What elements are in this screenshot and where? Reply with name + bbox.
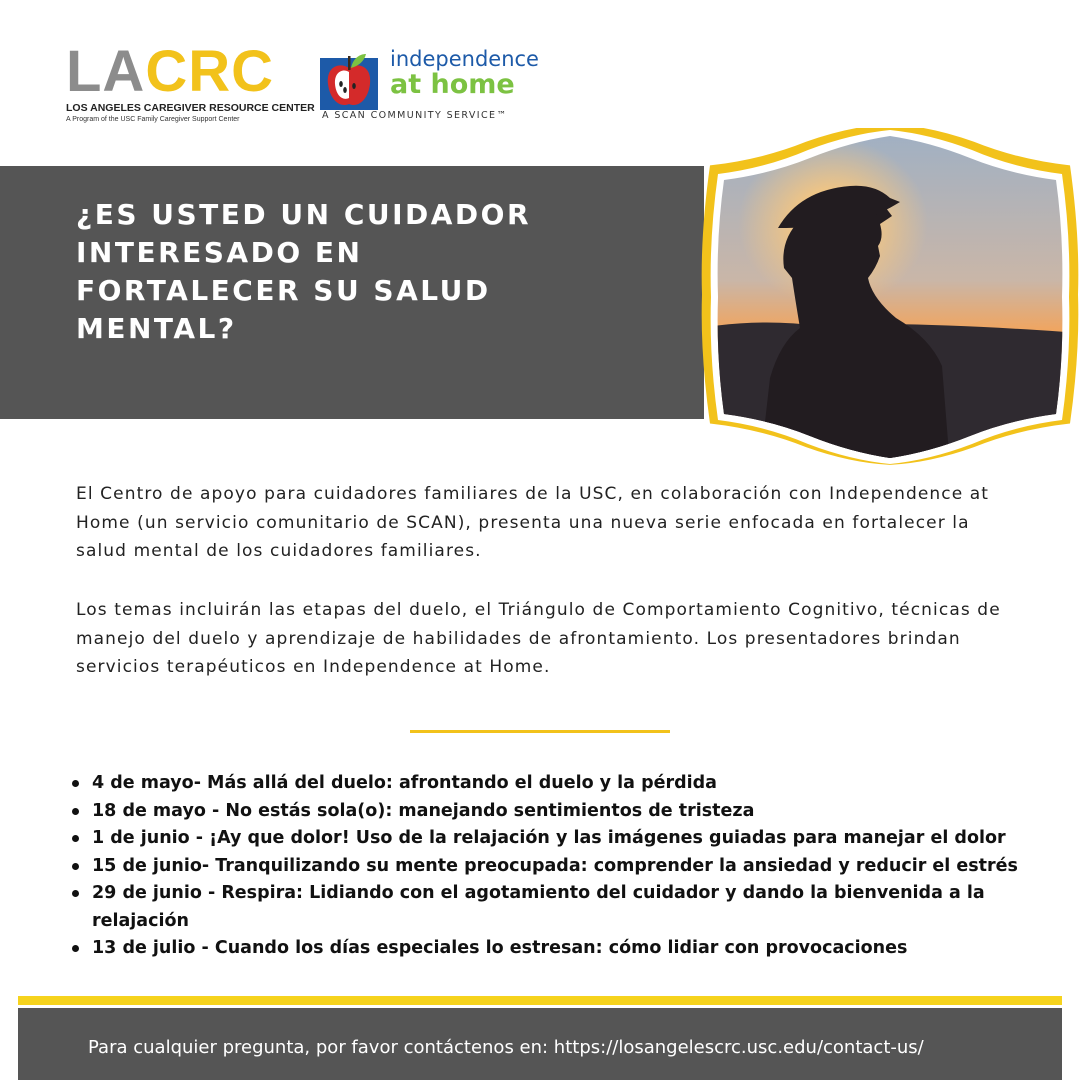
headline: ¿ES USTED UN CUIDADOR INTERESADO EN FORTALECER SU SALUD MENTAL? <box>76 198 532 345</box>
intro-paragraph: El Centro de apoyo para cuidadores familiares de la USC, en colaboración con Independence at Home (un servicio comunitario de SCAN), presenta una nueva serie enfocada en fortalecer la salud mental de los cuidadores familiares. <box>76 484 990 561</box>
silhouette-photo <box>700 128 1080 466</box>
footer-accent-rule <box>18 996 1062 1005</box>
list-item: 4 de mayo- Más allá del duelo: afrontando el duelo y la pérdida <box>66 770 1046 798</box>
iah-wordmark: independence at home <box>390 47 539 100</box>
apple-logo-icon <box>320 50 382 110</box>
list-item: 15 de junio- Tranquilizando su mente preocupada: comprender la ansiedad y reducir el estrés <box>66 853 1046 881</box>
session-list <box>66 770 1046 963</box>
section-divider <box>410 730 670 733</box>
list-item: 29 de junio - Respira: Lidiando con el agotamiento del cuidador y dando la bienvenida a la relajación <box>66 880 1046 935</box>
list-item: 18 de mayo - No estás sola(o): manejando sentimientos de tristeza <box>66 798 1046 826</box>
list-item: 1 de junio - ¡Ay que dolor! Uso de la relajación y las imágenes guiadas para manejar el dolor <box>66 825 1046 853</box>
independence-at-home-logo <box>320 40 540 124</box>
footer-bar <box>18 1008 1062 1080</box>
contact-text: Para cualquier pregunta, por favor contáctenos en: https://losangelescrc.usc.edu/contact-us/ <box>88 1037 924 1058</box>
lacrc-subtitle: LOS ANGELES CAREGIVER RESOURCE CENTER <box>66 102 315 114</box>
topics-paragraph: Los temas incluirán las etapas del duelo, el Triángulo de Comportamiento Cognitivo, técnicas de manejo del duelo y aprendizaje de habilidades de afrontamiento. Los presentadores brindan servicios terapéuticos en Independence at Home. <box>76 600 1001 677</box>
iah-tagline: A SCAN COMMUNITY SERVICE™ <box>322 110 508 121</box>
lacrc-program-note: A Program of the USC Family Caregiver Support Center <box>66 116 240 123</box>
list-item: 13 de julio - Cuando los días especiales lo estresan: cómo lidiar con provocaciones <box>66 935 1046 963</box>
lacrc-logo <box>66 39 315 128</box>
lacrc-wordmark: LACRC <box>66 39 274 104</box>
